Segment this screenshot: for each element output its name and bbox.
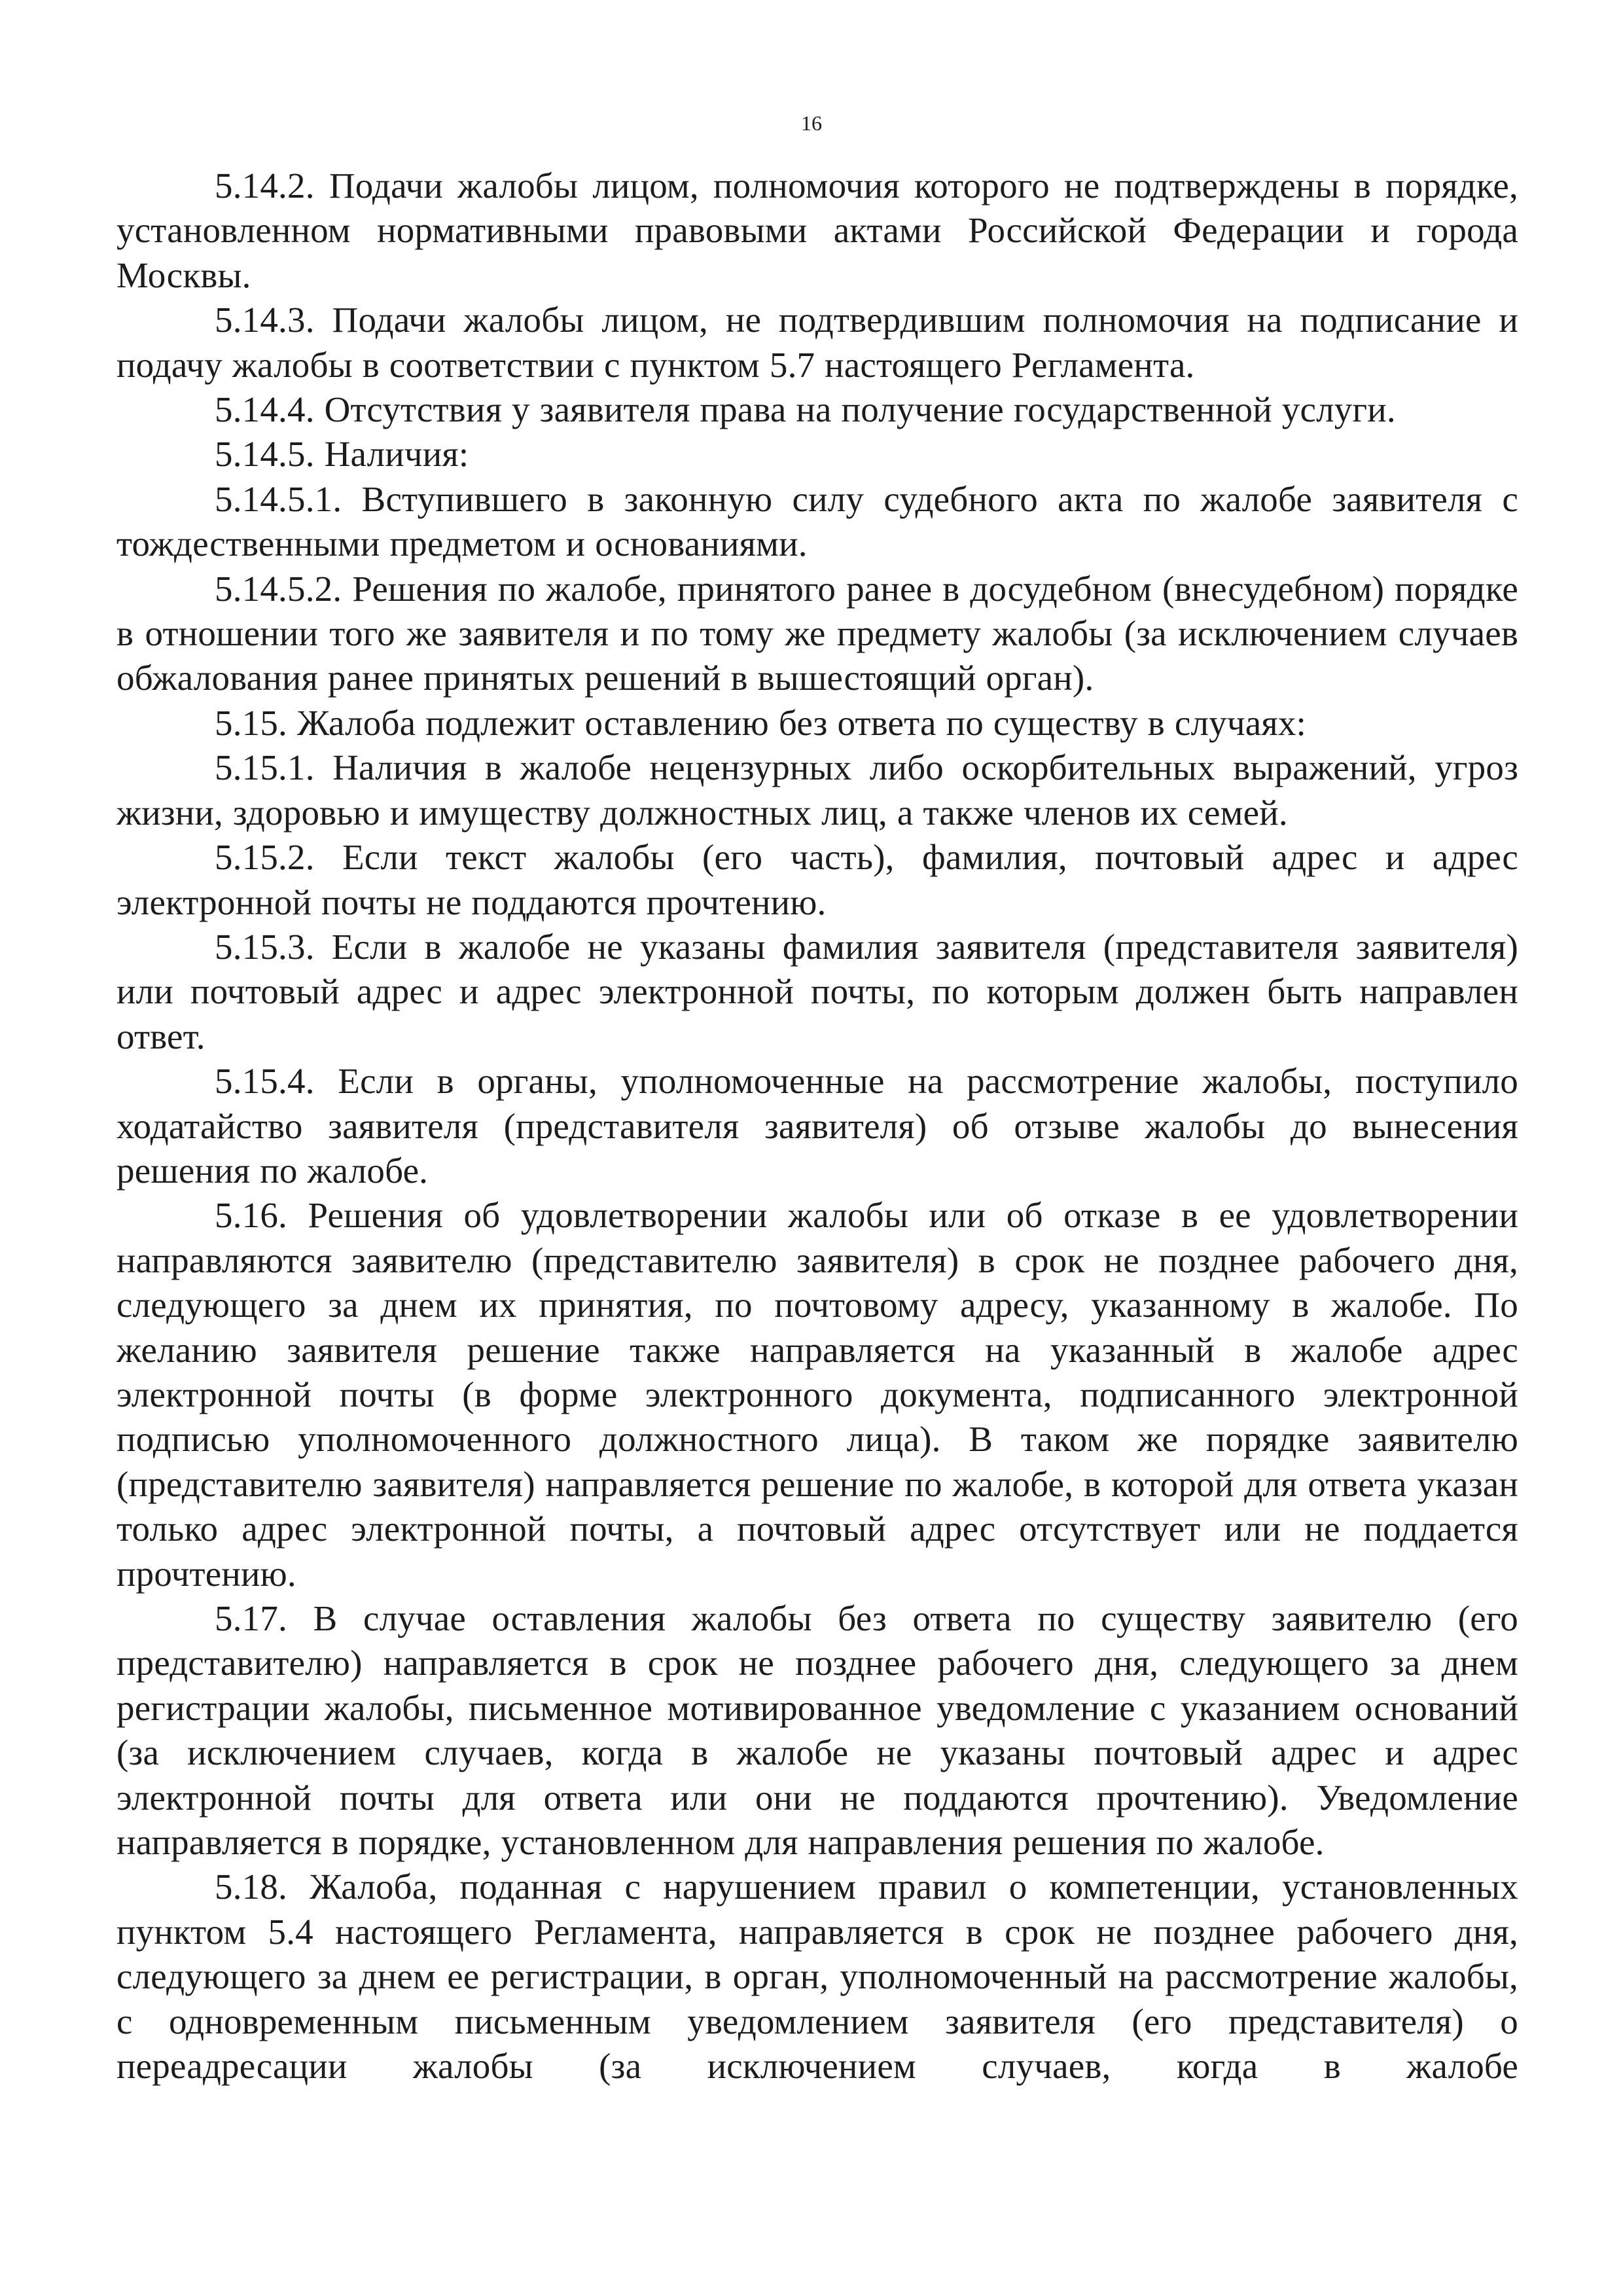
paragraph-5-14-3: 5.14.3. Подачи жалобы лицом, не подтвердившим полномочия на подписание и подачу жалобы в соответствии с пунктом 5.7 настоящего Регламента. (116, 300, 1518, 385)
paragraph-5-14-5: 5.14.5. Наличия: (215, 434, 469, 475)
paragraph-5-15: 5.15. Жалоба подлежит оставлению без ответа по существу в случаях: (215, 702, 1307, 743)
paragraph-5-14-4: 5.14.4. Отсутствия у заявителя права на получение государственной услуги. (215, 389, 1396, 430)
paragraph-5-14-2: 5.14.2. Подачи жалобы лицом, полномочия которого не подтверждены в порядке, установленном нормативными правовыми актами Российской Федерации и города Москвы. (116, 166, 1518, 295)
page-number: 16 (801, 111, 822, 135)
paragraph-5-15-4: 5.15.4. Если в органы, уполномоченные на рассмотрение жалобы, поступило ходатайство заявителя (представителя заявителя) об отзыве жалобы до вынесения решения по жалобе. (116, 1061, 1518, 1191)
paragraph-5-14-5-2: 5.14.5.2. Решения по жалобе, принятого ранее в досудебном (внесудебном) порядке в отношении того же заявителя и по тому же предмету жалобы (за исключением случаев обжалования ранее принятых решений в вышестоящий орган). (116, 568, 1518, 698)
paragraph-5-14-5-1: 5.14.5.1. Вступившего в законную силу судебного акта по жалобе заявителя с тождественными предметом и основаниями. (116, 478, 1518, 564)
paragraph-5-17: 5.17. В случае оставления жалобы без ответа по существу заявителю (его представителю) направляется в срок не позднее рабочего дня, следующего за днем регистрации жалобы, письменное мотивированное уведомление с указанием оснований (за исключением случаев, когда в жалобе не указаны почтовый адрес и адрес электронной почты для ответа или они не поддаются прочтению). Уведомление направляется в порядке, установленном для направления решения по жалобе. (116, 1598, 1518, 1863)
document-body (116, 164, 1518, 2089)
paragraph-5-15-2: 5.15.2. Если текст жалобы (его часть), фамилия, почтовый адрес и адрес электронной почты не поддаются прочтению. (116, 837, 1518, 922)
paragraph-5-18: 5.18. Жалоба, поданная с нарушением правил о компетенции, установленных пунктом 5.4 настоящего Регламента, направляется в срок не позднее рабочего дня, следующего за днем ее регистрации, в орган, уполномоченный на рассмотрение жалобы, с одновременным письменным уведомлением заявителя (его представителя) о переадресации жалобы (за исключением случаев, когда в жалобе (116, 1867, 1518, 2087)
paragraph-5-15-1: 5.15.1. Наличия в жалобе нецензурных либо оскорбительных выражений, угроз жизни, здоровью и имуществу должностных лиц, а также членов их семей. (116, 747, 1518, 833)
paragraph-5-16: 5.16. Решения об удовлетворении жалобы или об отказе в ее удовлетворении направляются заявителю (представителю заявителя) в срок не позднее рабочего дня, следующего за днем их принятия, по почтовому адресу, указанному в жалобе. По желанию заявителя решение также направляется на указанный в жалобе адрес электронной почты (в форме электронного документа, подписанного электронной подписью уполномоченного должностного лица). В таком же порядке заявителю (представителю заявителя) направляется решение по жалобе, в которой для ответа указан только адрес электронной почты, а почтовый адрес отсутствует или не поддается прочтению. (116, 1195, 1518, 1594)
paragraph-5-15-3: 5.15.3. Если в жалобе не указаны фамилия заявителя (представителя заявителя) или почтовый адрес и адрес электронной почты, по которым должен быть направлен ответ. (116, 926, 1518, 1056)
